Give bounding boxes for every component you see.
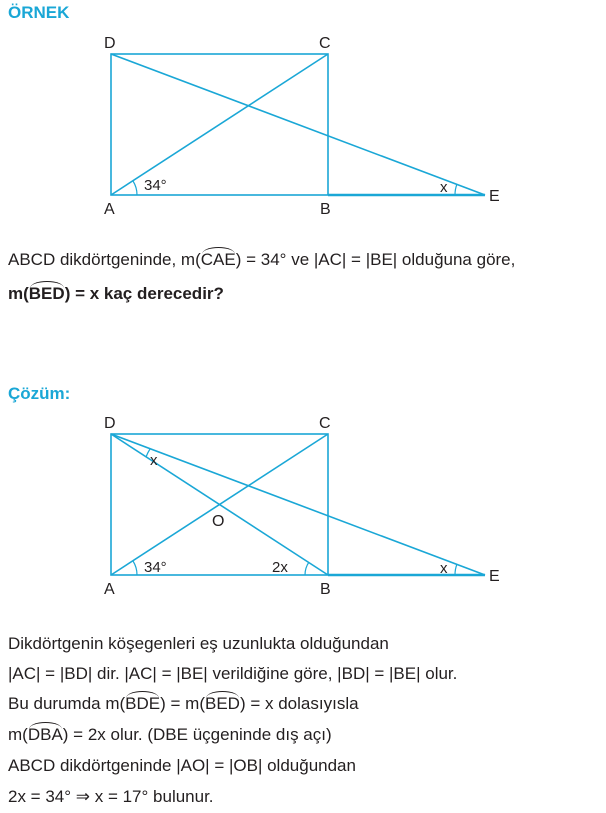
vertex-label-e: E bbox=[489, 568, 500, 585]
angle-label-b: 2x bbox=[272, 559, 288, 576]
solution-line-6: 2x = 34° ⇒ x = 17° bulunur. bbox=[8, 787, 214, 806]
solution-heading: Çözüm: bbox=[8, 384, 71, 403]
angle-arc-a bbox=[133, 181, 137, 195]
arc-cae: CAE bbox=[200, 250, 236, 269]
segment-de bbox=[111, 54, 485, 195]
vertex-label-d: D bbox=[104, 415, 116, 432]
angle-arc-b bbox=[305, 562, 309, 575]
angle-label-d: x bbox=[150, 452, 158, 469]
arc-bde: BDE bbox=[125, 694, 161, 713]
question-line-2: m(BED) = x kaç derecedir? bbox=[8, 284, 224, 303]
example-heading: ÖRNEK bbox=[8, 3, 70, 22]
example-figure bbox=[0, 0, 606, 230]
vertex-label-c: C bbox=[319, 35, 331, 52]
angle-label-e: x bbox=[440, 179, 448, 196]
angle-label-a: 34° bbox=[144, 559, 167, 576]
question-line-1: ABCD dikdörtgeninde, m(CAE) = 34° ve |AC| = |BE| olduğuna göre, bbox=[8, 250, 516, 269]
solution-line-5: ABCD dikdörtgeninde |AO| = |OB| olduğundan bbox=[8, 756, 356, 775]
arc-bed: BED bbox=[205, 694, 240, 713]
arc-bed: BED bbox=[28, 284, 65, 303]
solution-line-1: Dikdörtgenin köşegenleri eş uzunlukta olduğundan bbox=[8, 634, 389, 653]
vertex-label-e: E bbox=[489, 188, 500, 205]
solution-line-2: |AC| = |BD| dir. |AC| = |BE| verildiğine göre, |BD| = |BE| olur. bbox=[8, 664, 458, 683]
segment-de bbox=[111, 434, 485, 575]
solution-line-4: m(DBA) = 2x olur. (DBE üçgeninde dış açı) bbox=[8, 725, 332, 744]
diagonal-ac bbox=[111, 54, 328, 195]
vertex-label-a: A bbox=[104, 581, 115, 598]
vertex-label-b: B bbox=[320, 581, 331, 598]
solution-figure bbox=[0, 410, 606, 610]
vertex-label-o: O bbox=[212, 513, 225, 530]
angle-arc-a bbox=[133, 561, 137, 575]
angle-label-e: x bbox=[440, 560, 448, 577]
vertex-label-a: A bbox=[104, 201, 115, 218]
solution-line-3: Bu durumda m(BDE) = m(BED) = x dolasıyısla bbox=[8, 694, 359, 713]
vertex-label-c: C bbox=[319, 415, 331, 432]
arc-dba: DBA bbox=[27, 725, 63, 744]
angle-label-a: 34° bbox=[144, 177, 167, 194]
angle-arc-e bbox=[455, 184, 457, 195]
vertex-label-b: B bbox=[320, 201, 331, 218]
angle-arc-e bbox=[455, 564, 457, 575]
vertex-label-d: D bbox=[104, 35, 116, 52]
